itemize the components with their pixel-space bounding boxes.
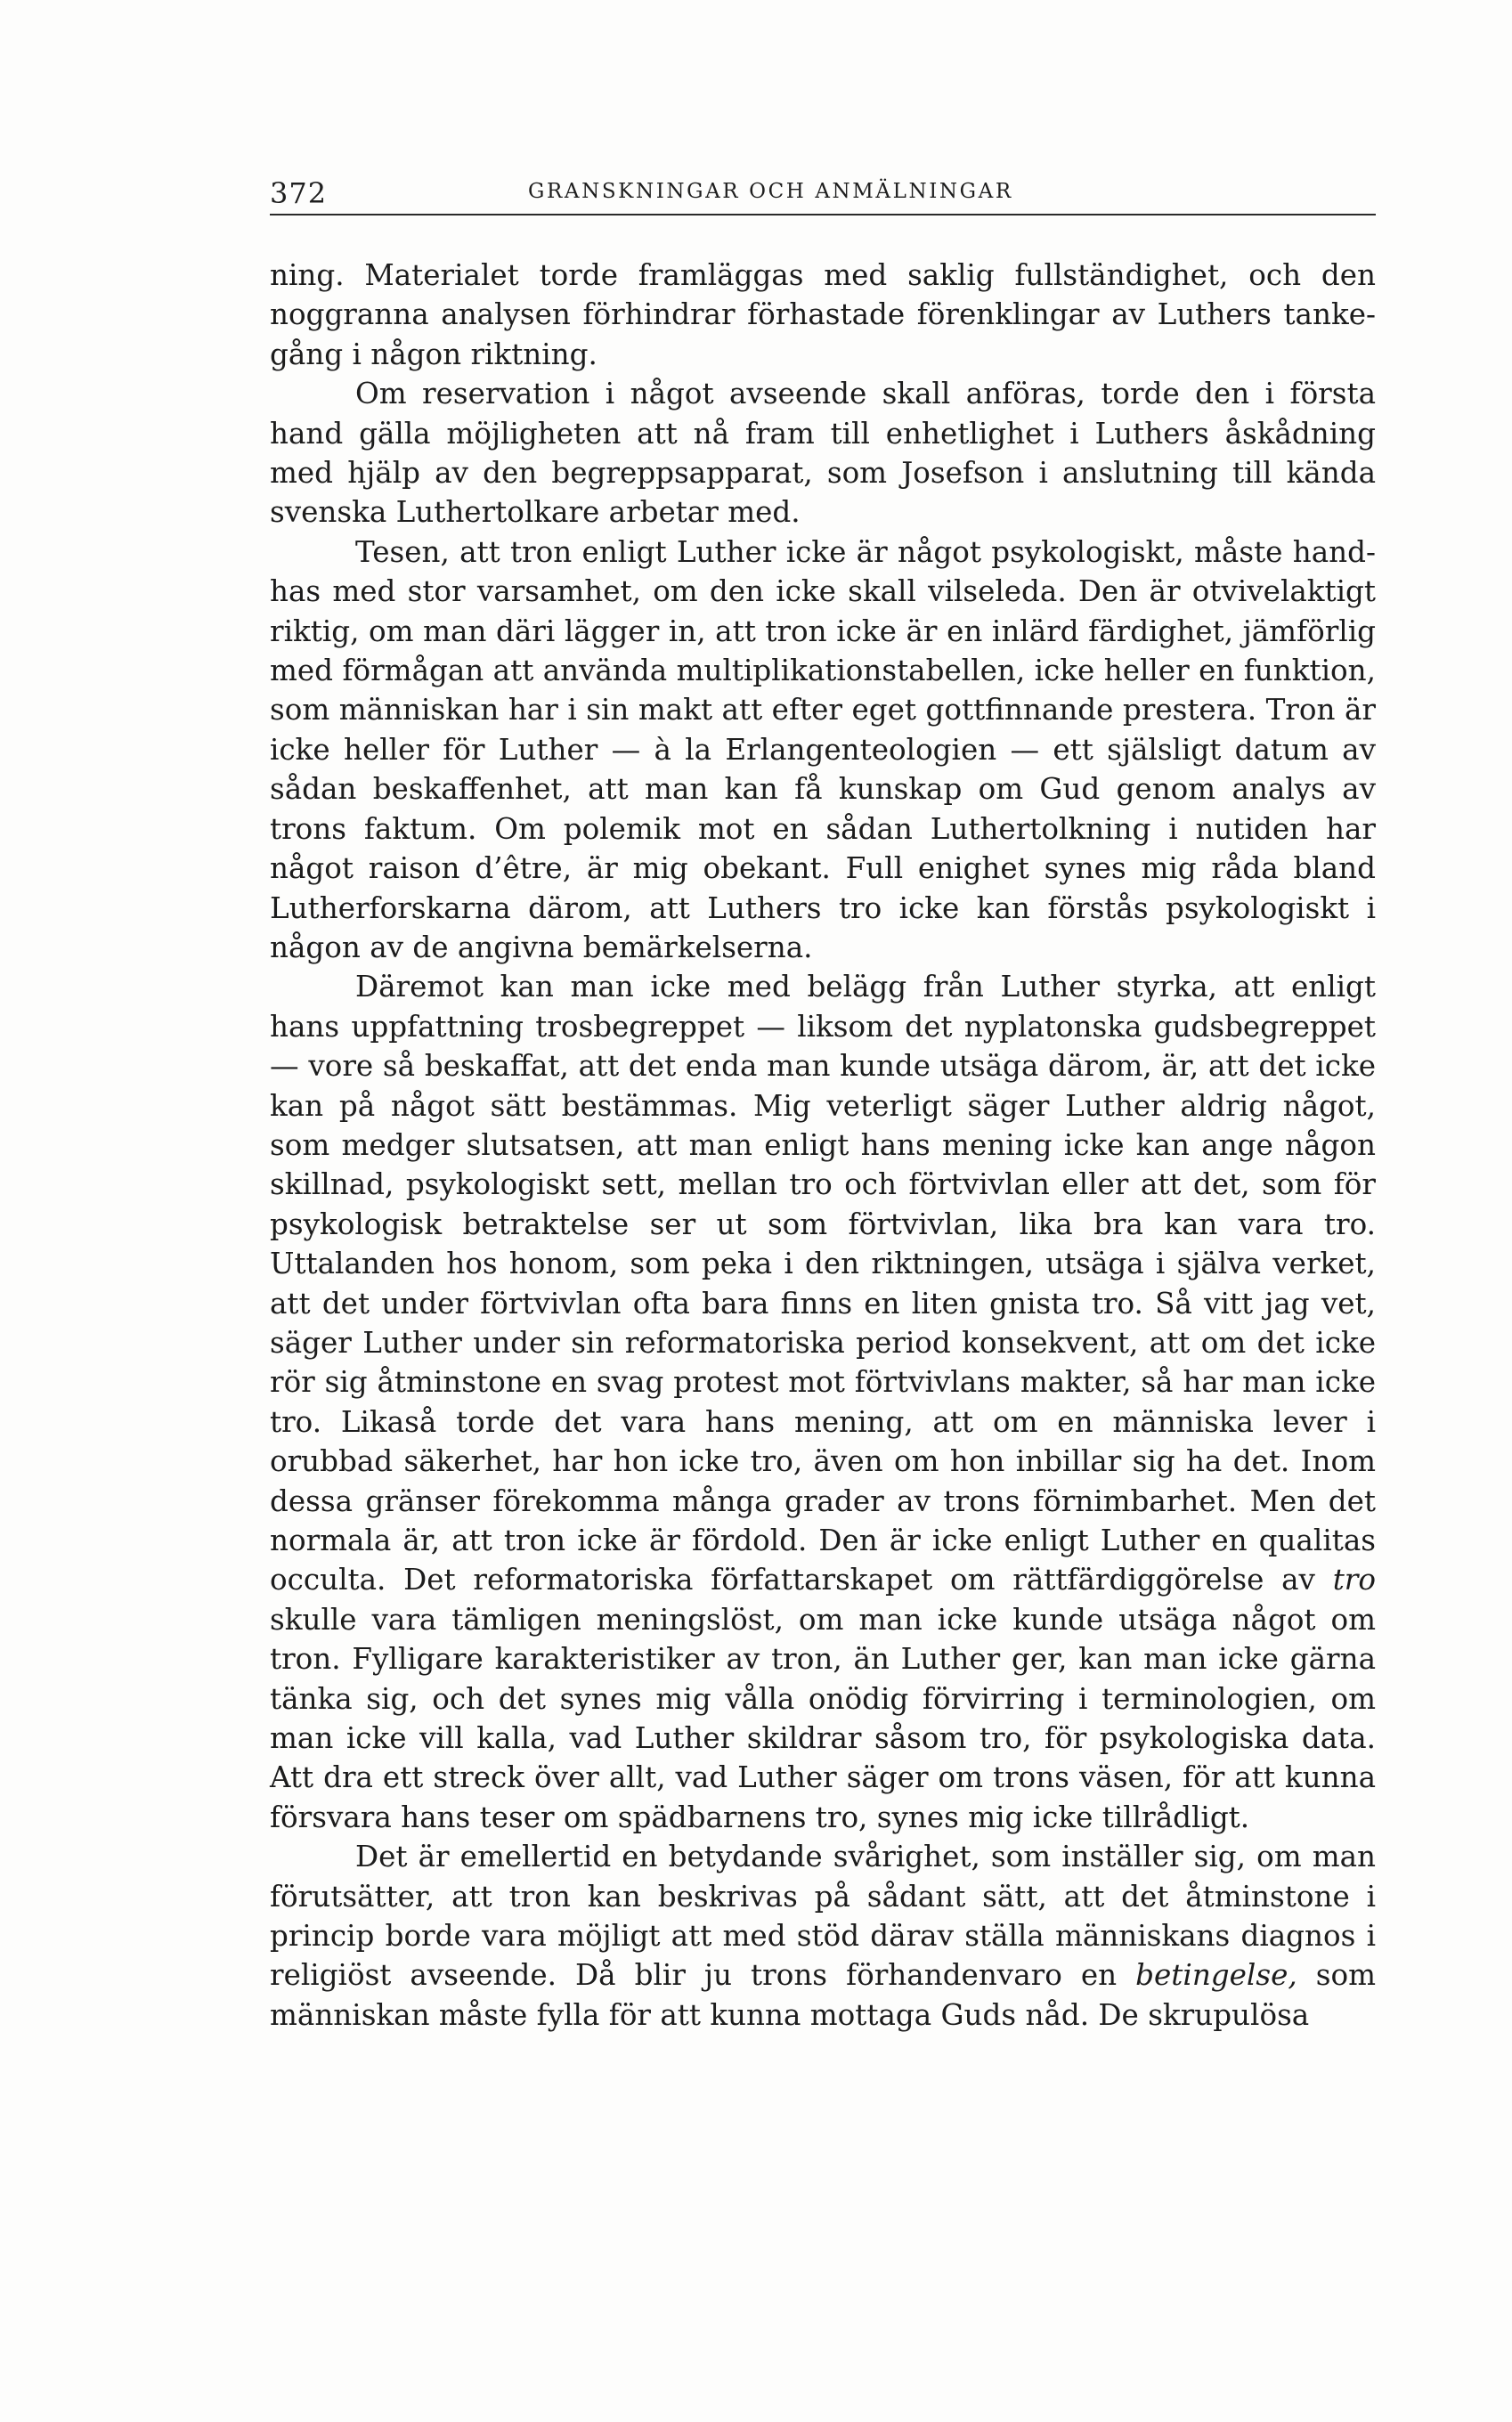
- paragraph-5-emphasis: betingelse,: [1135, 1958, 1297, 1993]
- paragraph-4: [270, 967, 1376, 1837]
- paragraph-4-emphasis: tro: [1332, 1563, 1376, 1597]
- paragraph-4-text-after: skulle vara tämligen meningslöst, om man icke kunde utsäga något om tron. Fylligare karakteristiker av tron, än Luther ger, kan man icke gärna tänka sig, och det synes mig vålla onödig förvirring i terminologien, om man icke vill kalla, vad Luther skildrar såsom tro, för psykologiska data. Att dra ett streck över allt, vad Luther säger om trons väsen, för att kunna försvara hans teser om spädbarnens tro, synes mig icke tillrådligt.: [270, 1602, 1376, 1834]
- page-number: 372: [270, 176, 328, 210]
- running-head: [270, 175, 1376, 215]
- paragraph-3-text: Tesen, att tron enligt Luther icke är något psykologiskt, måste handhas med stor varsamhet, om den icke skall vilseleda. Den är otvivelaktigt riktig, om man däri lägger in, att tron icke är en inlärd färdighet, jämförlig med förmågan att använda multiplikationstabellen, icke heller en funktion, som människan har i sin makt att efter eget gottfinnande prestera. Tron är icke heller för Luther — à la Erlangenteologien — ett själsligt datum av sådan beskaffenhet, att man kan få kunskap om Gud genom analys av trons faktum. Om polemik mot en sådan Luthertolkning i nutiden har något raison d’être, är mig obekant. Full enighet synes mig råda bland Lutherforskarna därom, att Luthers tro icke kan förstås psykologiskt i någon av de angivna bemärkelserna.: [270, 534, 1376, 964]
- paragraph-3: [270, 532, 1376, 967]
- paragraph-5: [270, 1837, 1376, 2035]
- paragraph-5-text-after: som människan måste fylla för att kunna mottaga Guds nåd. De skrupulösa: [270, 1958, 1376, 2032]
- paragraph-2: [270, 374, 1376, 532]
- paragraph-2-text: Om reservation i något avseende skall anföras, torde den i första hand gälla möjligheten att nå fram till enhetlighet i Luthers åskådning med hjälp av den begreppsapparat, som Josefson i anslutning till kända svenska Luthertolkare arbetar med.: [270, 377, 1376, 530]
- body-text: [270, 256, 1376, 2035]
- paragraph-4-text-before: Däremot kan man icke med belägg från Luther styrka, att enligt hans uppfattning trosbegreppet — liksom det nyplatonska gudsbegreppet — vore så beskaffat, att det enda man kunde utsäga därom, är, att det icke kan på något sätt bestämmas. Mig veterligt säger Luther aldrig något, som medger slutsatsen, att man enligt hans mening icke kan ange någon skillnad, psykologiskt sett, mellan tro och förtvivlan eller att det, som för psykologisk betraktelse ser ut som förtvivlan, lika bra kan vara tro. Uttalanden hos honom, som peka i den riktningen, utsäga i själva verket, att det under förtvivlan ofta bara finns en liten gnista tro. Så vitt jag vet, säger Luther under sin reformatoriska period konsekvent, att om det icke rör sig åtminstone en svag protest mot förtvivlans makter, så har man icke tro. Likaså torde det vara hans mening, att om en människa lever i orubbad säkerhet, har hon icke tro, även om hon inbillar sig ha det. Inom dessa gränser förekomma många grader av trons förnimbarhet. Men det normala är, att tron icke är fördold. Den är icke enligt Luther en qualitas occulta. Det reformatoriska författarskapet om rättfärdiggörelse av: [270, 970, 1376, 1597]
- paragraph-1-text: ning. Materialet torde framläggas med saklig fullständighet, och den noggranna analysen förhindrar förhastade förenklingar av Luthers tankegång i någon riktning.: [270, 258, 1376, 371]
- running-head-title: GRANSKNINGAR OCH ANMÄLNINGAR: [528, 180, 1013, 203]
- paragraph-5-text-before: Det är emellertid en betydande svårighet, som inställer sig, om man förutsätter, att tron kan beskrivas på sådant sätt, att det åtminstone i princip borde vara möjligt att med stöd därav ställa människans diagnos i religiöst avseende. Då blir ju trons förhandenvaro en: [270, 1840, 1376, 1993]
- paragraph-1: [270, 256, 1376, 374]
